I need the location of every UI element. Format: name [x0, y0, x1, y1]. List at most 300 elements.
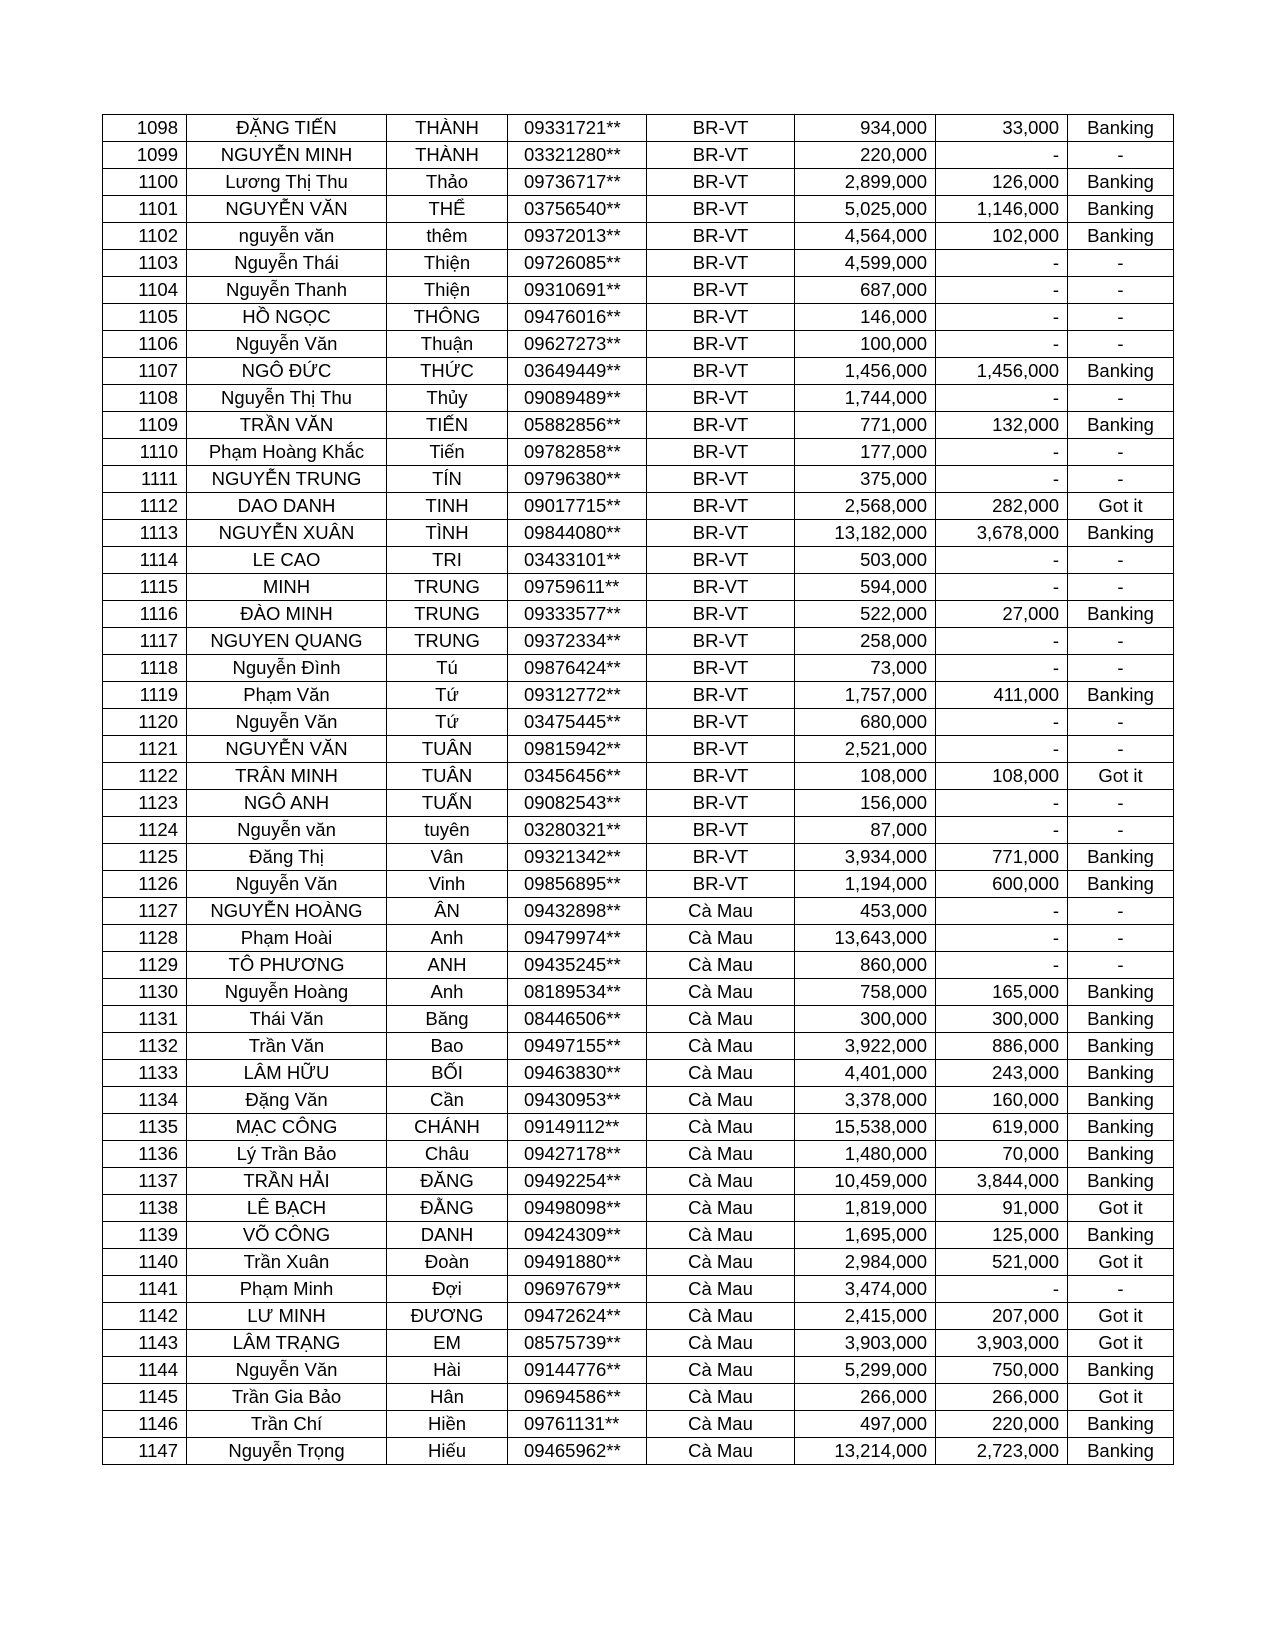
surname-cell: TRẦN HẢI [187, 1168, 387, 1195]
row-number: 1111 [103, 466, 187, 493]
province-cell: BR-VT [647, 601, 795, 628]
table-row [103, 763, 1174, 790]
given-name-cell: TUẤN [387, 790, 508, 817]
province-cell: Cà Mau [647, 979, 795, 1006]
table-row [103, 358, 1174, 385]
table-row [103, 466, 1174, 493]
province-cell: BR-VT [647, 763, 795, 790]
surname-cell: VÕ CÔNG [187, 1222, 387, 1249]
payment-status-cell: Banking [1068, 358, 1174, 385]
table-row [103, 385, 1174, 412]
phone-cell: 09331721** [508, 115, 647, 142]
surname-cell: ĐẶNG TIẾN [187, 115, 387, 142]
paid-amount-cell: 33,000 [936, 115, 1068, 142]
given-name-cell: EM [387, 1330, 508, 1357]
payment-status-cell: - [1068, 574, 1174, 601]
province-cell: Cà Mau [647, 952, 795, 979]
given-name-cell: Đợi [387, 1276, 508, 1303]
payment-status-cell: - [1068, 250, 1174, 277]
data-table [102, 114, 1174, 1465]
given-name-cell: Thảo [387, 169, 508, 196]
table-row [103, 1411, 1174, 1438]
given-name-cell: Tú [387, 655, 508, 682]
province-cell: Cà Mau [647, 898, 795, 925]
surname-cell: MINH [187, 574, 387, 601]
payment-status-cell: Got it [1068, 1330, 1174, 1357]
surname-cell: Nguyễn Văn [187, 331, 387, 358]
phone-cell: 09372013** [508, 223, 647, 250]
row-number: 1133 [103, 1060, 187, 1087]
given-name-cell: Hài [387, 1357, 508, 1384]
row-number: 1145 [103, 1384, 187, 1411]
paid-amount-cell: 3,678,000 [936, 520, 1068, 547]
surname-cell: LÂM HỮU [187, 1060, 387, 1087]
row-number: 1123 [103, 790, 187, 817]
table-row [103, 1087, 1174, 1114]
surname-cell: Nguyễn Văn [187, 1357, 387, 1384]
amount-cell: 10,459,000 [795, 1168, 936, 1195]
phone-cell: 09089489** [508, 385, 647, 412]
phone-cell: 03321280** [508, 142, 647, 169]
payment-status-cell: Banking [1068, 979, 1174, 1006]
paid-amount-cell: 102,000 [936, 223, 1068, 250]
amount-cell: 1,456,000 [795, 358, 936, 385]
phone-cell: 08446506** [508, 1006, 647, 1033]
province-cell: BR-VT [647, 412, 795, 439]
province-cell: BR-VT [647, 304, 795, 331]
province-cell: BR-VT [647, 196, 795, 223]
surname-cell: Trần Xuân [187, 1249, 387, 1276]
given-name-cell: Vân [387, 844, 508, 871]
table-row [103, 493, 1174, 520]
given-name-cell: Thuận [387, 331, 508, 358]
amount-cell: 4,401,000 [795, 1060, 936, 1087]
surname-cell: Nguyễn Thái [187, 250, 387, 277]
given-name-cell: THỨC [387, 358, 508, 385]
payment-status-cell: Banking [1068, 196, 1174, 223]
row-number: 1143 [103, 1330, 187, 1357]
province-cell: Cà Mau [647, 1276, 795, 1303]
row-number: 1137 [103, 1168, 187, 1195]
amount-cell: 1,194,000 [795, 871, 936, 898]
table-row [103, 1141, 1174, 1168]
payment-status-cell: Banking [1068, 520, 1174, 547]
paid-amount-cell: 1,456,000 [936, 358, 1068, 385]
row-number: 1100 [103, 169, 187, 196]
row-number: 1098 [103, 115, 187, 142]
payment-status-cell: Banking [1068, 1114, 1174, 1141]
surname-cell: Trần Gia Bảo [187, 1384, 387, 1411]
row-number: 1114 [103, 547, 187, 574]
amount-cell: 220,000 [795, 142, 936, 169]
phone-cell: 09761131** [508, 1411, 647, 1438]
table-row [103, 628, 1174, 655]
surname-cell: Lương Thị Thu [187, 169, 387, 196]
province-cell: BR-VT [647, 574, 795, 601]
row-number: 1112 [103, 493, 187, 520]
row-number: 1106 [103, 331, 187, 358]
province-cell: BR-VT [647, 817, 795, 844]
surname-cell: Phạm Hoài [187, 925, 387, 952]
province-cell: Cà Mau [647, 1060, 795, 1087]
given-name-cell: Anh [387, 925, 508, 952]
province-cell: BR-VT [647, 493, 795, 520]
given-name-cell: THÔNG [387, 304, 508, 331]
paid-amount-cell: - [936, 655, 1068, 682]
row-number: 1110 [103, 439, 187, 466]
paid-amount-cell: 2,723,000 [936, 1438, 1068, 1465]
province-cell: Cà Mau [647, 1357, 795, 1384]
phone-cell: 03475445** [508, 709, 647, 736]
province-cell: BR-VT [647, 223, 795, 250]
table-row [103, 1384, 1174, 1411]
amount-cell: 1,695,000 [795, 1222, 936, 1249]
given-name-cell: Băng [387, 1006, 508, 1033]
row-number: 1099 [103, 142, 187, 169]
payment-status-cell: Banking [1068, 871, 1174, 898]
given-name-cell: ĐƯƠNG [387, 1303, 508, 1330]
table-row [103, 1195, 1174, 1222]
table-row [103, 304, 1174, 331]
paid-amount-cell: - [936, 709, 1068, 736]
row-number: 1141 [103, 1276, 187, 1303]
payment-status-cell: - [1068, 1276, 1174, 1303]
row-number: 1134 [103, 1087, 187, 1114]
paid-amount-cell: - [936, 142, 1068, 169]
given-name-cell: THỂ [387, 196, 508, 223]
phone-cell: 09697679** [508, 1276, 647, 1303]
surname-cell: Nguyễn Văn [187, 709, 387, 736]
phone-cell: 05882856** [508, 412, 647, 439]
phone-cell: 09876424** [508, 655, 647, 682]
paid-amount-cell: - [936, 925, 1068, 952]
surname-cell: Đặng Văn [187, 1087, 387, 1114]
phone-cell: 08575739** [508, 1330, 647, 1357]
paid-amount-cell: - [936, 331, 1068, 358]
phone-cell: 03756540** [508, 196, 647, 223]
amount-cell: 522,000 [795, 601, 936, 628]
table-row [103, 1276, 1174, 1303]
amount-cell: 13,643,000 [795, 925, 936, 952]
paid-amount-cell: - [936, 628, 1068, 655]
table-row [103, 709, 1174, 736]
paid-amount-cell: 300,000 [936, 1006, 1068, 1033]
table-row [103, 169, 1174, 196]
given-name-cell: Tứ [387, 682, 508, 709]
payment-status-cell: - [1068, 439, 1174, 466]
province-cell: BR-VT [647, 277, 795, 304]
payment-status-cell: - [1068, 736, 1174, 763]
given-name-cell: Cần [387, 1087, 508, 1114]
given-name-cell: BỐI [387, 1060, 508, 1087]
table-row [103, 1303, 1174, 1330]
surname-cell: MẠC CÔNG [187, 1114, 387, 1141]
province-cell: Cà Mau [647, 1303, 795, 1330]
amount-cell: 934,000 [795, 115, 936, 142]
paid-amount-cell: - [936, 547, 1068, 574]
payment-status-cell: Got it [1068, 1303, 1174, 1330]
surname-cell: NGUYỄN TRUNG [187, 466, 387, 493]
surname-cell: TRẦN VĂN [187, 412, 387, 439]
paid-amount-cell: 91,000 [936, 1195, 1068, 1222]
paid-amount-cell: 160,000 [936, 1087, 1068, 1114]
given-name-cell: Vinh [387, 871, 508, 898]
province-cell: BR-VT [647, 628, 795, 655]
row-number: 1140 [103, 1249, 187, 1276]
amount-cell: 3,474,000 [795, 1276, 936, 1303]
payment-status-cell: Got it [1068, 1195, 1174, 1222]
phone-cell: 09476016** [508, 304, 647, 331]
row-number: 1103 [103, 250, 187, 277]
row-number: 1117 [103, 628, 187, 655]
amount-cell: 497,000 [795, 1411, 936, 1438]
province-cell: BR-VT [647, 547, 795, 574]
table-row [103, 817, 1174, 844]
amount-cell: 146,000 [795, 304, 936, 331]
row-number: 1102 [103, 223, 187, 250]
province-cell: Cà Mau [647, 1006, 795, 1033]
amount-cell: 771,000 [795, 412, 936, 439]
province-cell: Cà Mau [647, 1438, 795, 1465]
given-name-cell: Anh [387, 979, 508, 1006]
paid-amount-cell: 70,000 [936, 1141, 1068, 1168]
row-number: 1142 [103, 1303, 187, 1330]
amount-cell: 5,299,000 [795, 1357, 936, 1384]
payment-status-cell: - [1068, 925, 1174, 952]
paid-amount-cell: 108,000 [936, 763, 1068, 790]
given-name-cell: DANH [387, 1222, 508, 1249]
province-cell: BR-VT [647, 385, 795, 412]
surname-cell: NGUYỄN VĂN [187, 196, 387, 223]
amount-cell: 100,000 [795, 331, 936, 358]
payment-status-cell: - [1068, 385, 1174, 412]
table-row [103, 952, 1174, 979]
surname-cell: LÊ BẠCH [187, 1195, 387, 1222]
surname-cell: NGÔ ĐỨC [187, 358, 387, 385]
table-row [103, 844, 1174, 871]
paid-amount-cell: 126,000 [936, 169, 1068, 196]
payment-status-cell: - [1068, 898, 1174, 925]
paid-amount-cell: - [936, 790, 1068, 817]
phone-cell: 03433101** [508, 547, 647, 574]
province-cell: Cà Mau [647, 925, 795, 952]
paid-amount-cell: 600,000 [936, 871, 1068, 898]
surname-cell: NGÔ ANH [187, 790, 387, 817]
phone-cell: 09782858** [508, 439, 647, 466]
given-name-cell: Hiếu [387, 1438, 508, 1465]
row-number: 1138 [103, 1195, 187, 1222]
given-name-cell: thêm [387, 223, 508, 250]
given-name-cell: TRUNG [387, 601, 508, 628]
row-number: 1124 [103, 817, 187, 844]
row-number: 1130 [103, 979, 187, 1006]
payment-status-cell: Banking [1068, 1168, 1174, 1195]
given-name-cell: Bao [387, 1033, 508, 1060]
surname-cell: LÂM TRẠNG [187, 1330, 387, 1357]
surname-cell: Nguyễn Thị Thu [187, 385, 387, 412]
table-row [103, 574, 1174, 601]
surname-cell: NGUYỄN XUÂN [187, 520, 387, 547]
province-cell: BR-VT [647, 709, 795, 736]
paid-amount-cell: 886,000 [936, 1033, 1068, 1060]
table-row [103, 412, 1174, 439]
province-cell: BR-VT [647, 844, 795, 871]
phone-cell: 09627273** [508, 331, 647, 358]
table-row [103, 331, 1174, 358]
table-row [103, 1222, 1174, 1249]
given-name-cell: TÌNH [387, 520, 508, 547]
given-name-cell: TRI [387, 547, 508, 574]
given-name-cell: Thiện [387, 277, 508, 304]
amount-cell: 1,819,000 [795, 1195, 936, 1222]
phone-cell: 09312772** [508, 682, 647, 709]
province-cell: Cà Mau [647, 1033, 795, 1060]
table-row [103, 223, 1174, 250]
payment-status-cell: Got it [1068, 1384, 1174, 1411]
province-cell: BR-VT [647, 520, 795, 547]
paid-amount-cell: - [936, 439, 1068, 466]
surname-cell: ĐÀO MINH [187, 601, 387, 628]
row-number: 1135 [103, 1114, 187, 1141]
table-row [103, 1438, 1174, 1465]
amount-cell: 3,934,000 [795, 844, 936, 871]
payment-status-cell: - [1068, 331, 1174, 358]
phone-cell: 09498098** [508, 1195, 647, 1222]
row-number: 1108 [103, 385, 187, 412]
row-number: 1146 [103, 1411, 187, 1438]
paid-amount-cell: - [936, 304, 1068, 331]
amount-cell: 687,000 [795, 277, 936, 304]
amount-cell: 594,000 [795, 574, 936, 601]
row-number: 1128 [103, 925, 187, 952]
amount-cell: 453,000 [795, 898, 936, 925]
surname-cell: LƯ MINH [187, 1303, 387, 1330]
payment-status-cell: Got it [1068, 763, 1174, 790]
row-number: 1101 [103, 196, 187, 223]
paid-amount-cell: - [936, 574, 1068, 601]
paid-amount-cell: - [936, 466, 1068, 493]
given-name-cell: Châu [387, 1141, 508, 1168]
table-row [103, 1006, 1174, 1033]
paid-amount-cell: 220,000 [936, 1411, 1068, 1438]
province-cell: BR-VT [647, 790, 795, 817]
amount-cell: 108,000 [795, 763, 936, 790]
payment-status-cell: Banking [1068, 115, 1174, 142]
payment-status-cell: - [1068, 952, 1174, 979]
province-cell: BR-VT [647, 682, 795, 709]
payment-status-cell: - [1068, 304, 1174, 331]
row-number: 1105 [103, 304, 187, 331]
surname-cell: Phạm Minh [187, 1276, 387, 1303]
payment-status-cell: Banking [1068, 1357, 1174, 1384]
payment-status-cell: Banking [1068, 1222, 1174, 1249]
phone-cell: 09491880** [508, 1249, 647, 1276]
payment-status-cell: Banking [1068, 844, 1174, 871]
row-number: 1120 [103, 709, 187, 736]
table-row [103, 682, 1174, 709]
amount-cell: 2,984,000 [795, 1249, 936, 1276]
table-row [103, 1249, 1174, 1276]
province-cell: BR-VT [647, 142, 795, 169]
given-name-cell: Thủy [387, 385, 508, 412]
amount-cell: 2,568,000 [795, 493, 936, 520]
surname-cell: TRÂN MINH [187, 763, 387, 790]
phone-cell: 09492254** [508, 1168, 647, 1195]
surname-cell: Nguyễn văn [187, 817, 387, 844]
row-number: 1139 [103, 1222, 187, 1249]
row-number: 1119 [103, 682, 187, 709]
province-cell: BR-VT [647, 466, 795, 493]
paid-amount-cell: 125,000 [936, 1222, 1068, 1249]
payment-status-cell: Got it [1068, 1249, 1174, 1276]
row-number: 1122 [103, 763, 187, 790]
given-name-cell: Hân [387, 1384, 508, 1411]
phone-cell: 09736717** [508, 169, 647, 196]
row-number: 1118 [103, 655, 187, 682]
table-row [103, 520, 1174, 547]
amount-cell: 5,025,000 [795, 196, 936, 223]
paid-amount-cell: 165,000 [936, 979, 1068, 1006]
table-row [103, 790, 1174, 817]
payment-status-cell: Banking [1068, 1438, 1174, 1465]
province-cell: Cà Mau [647, 1330, 795, 1357]
given-name-cell: Thiện [387, 250, 508, 277]
row-number: 1113 [103, 520, 187, 547]
table-row [103, 655, 1174, 682]
surname-cell: TÔ PHƯƠNG [187, 952, 387, 979]
payment-status-cell: Banking [1068, 1006, 1174, 1033]
amount-cell: 3,378,000 [795, 1087, 936, 1114]
table-row [103, 439, 1174, 466]
phone-cell: 09497155** [508, 1033, 647, 1060]
surname-cell: Nguyễn Thanh [187, 277, 387, 304]
province-cell: Cà Mau [647, 1249, 795, 1276]
row-number: 1126 [103, 871, 187, 898]
table-row [103, 898, 1174, 925]
row-number: 1125 [103, 844, 187, 871]
province-cell: BR-VT [647, 439, 795, 466]
payment-status-cell: Banking [1068, 412, 1174, 439]
payment-status-cell: Banking [1068, 601, 1174, 628]
amount-cell: 156,000 [795, 790, 936, 817]
row-number: 1129 [103, 952, 187, 979]
province-cell: Cà Mau [647, 1411, 795, 1438]
row-number: 1131 [103, 1006, 187, 1033]
amount-cell: 15,538,000 [795, 1114, 936, 1141]
phone-cell: 09082543** [508, 790, 647, 817]
phone-cell: 09333577** [508, 601, 647, 628]
phone-cell: 09435245** [508, 952, 647, 979]
payment-status-cell: Got it [1068, 493, 1174, 520]
row-number: 1132 [103, 1033, 187, 1060]
paid-amount-cell: - [936, 817, 1068, 844]
payment-status-cell: - [1068, 628, 1174, 655]
phone-cell: 09815942** [508, 736, 647, 763]
paid-amount-cell: 1,146,000 [936, 196, 1068, 223]
amount-cell: 503,000 [795, 547, 936, 574]
amount-cell: 2,899,000 [795, 169, 936, 196]
paid-amount-cell: 411,000 [936, 682, 1068, 709]
paid-amount-cell: 132,000 [936, 412, 1068, 439]
table-row [103, 601, 1174, 628]
surname-cell: Phạm Hoàng Khắc [187, 439, 387, 466]
amount-cell: 13,182,000 [795, 520, 936, 547]
phone-cell: 09856895** [508, 871, 647, 898]
amount-cell: 13,214,000 [795, 1438, 936, 1465]
surname-cell: NGUYỄN VĂN [187, 736, 387, 763]
given-name-cell: CHÁNH [387, 1114, 508, 1141]
paid-amount-cell: 243,000 [936, 1060, 1068, 1087]
